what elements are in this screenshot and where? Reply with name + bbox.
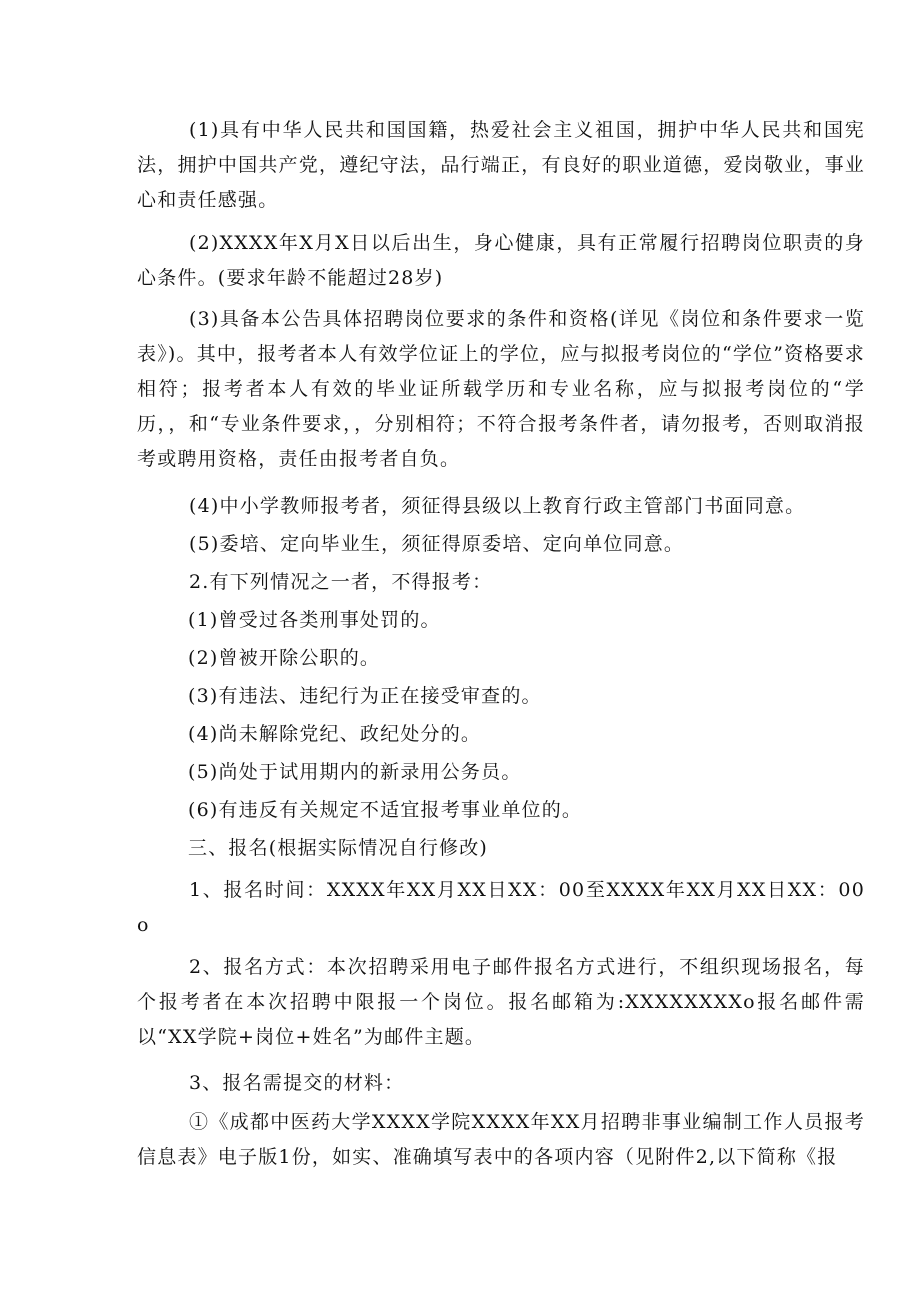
registration-method: 2、报名方式：本次招聘采用电子邮件报名方式进行，不组织现场报名，每个报考者在本次招聘中限报一个岗位。报名邮箱为:XXXXXXXXo报名邮件需以“XX学院+岗位+姓名”为邮件主题。 [137,956,865,1048]
requirement-5-trainees: (5)委培、定向毕业生，须征得原委培、定向单位同意。 [189,533,685,555]
requirement-3-qualifications: (3)具备本公告具体招聘岗位要求的条件和资格(详见《岗位和条件要求一览表》)。其中，报考者本人有效学位证上的学位，应与拟报考岗位的“学位”资格要求相符；报考者本人有效的毕业证所载学历和专业名称，应与拟报考岗位的“学历，，和“专业条件要求，，分别相符；不符合报考条件者，请勿报考，否则取消报考或聘用资格，责任由报考者自负。 [137,308,865,470]
exclusion-3: (3)有违法、违纪行为正在接受审查的。 [188,685,542,707]
exclusion-4: (4)尚未解除党纪、政纪处分的。 [188,723,482,745]
requirement-1-nationality: (1)具有中华人民共和国国籍，热爱社会主义祖国，拥护中华人民共和国宪法，拥护中国共产党，遵纪守法，品行端正，有良好的职业道德，爱岗敬业，事业心和责任感强。 [137,119,865,211]
exclusions-heading: 2.有下列情况之一者，不得报考： [189,571,493,593]
requirement-4-teachers: (4)中小学教师报考者，须征得县级以上教育行政主管部门书面同意。 [189,495,806,517]
exclusion-2: (2)曾被开除公职的。 [188,647,381,669]
registration-materials-heading: 3、报名需提交的材料： [189,1072,405,1094]
exclusion-1: (1)曾受过各类刑事处罚的。 [188,609,441,631]
material-1-info-form: ①《成都中医药大学XXXX学院XXXX年XX月招聘非事业编制工作人员报考信息表》电子版1份，如实、准确填写表中的各项内容（见附件2,以下简称《报 [137,1111,865,1168]
exclusion-6: (6)有违反有关规定不适宜报考事业单位的。 [188,799,583,821]
exclusion-5: (5)尚处于试用期内的新录用公务员。 [188,761,522,783]
requirement-2-age-health: (2)XXXX年X月X日以后出生，身心健康，具有正常履行招聘岗位职责的身心条件。(要求年龄不能超过28岁) [137,232,865,289]
registration-time: 1、报名时间：XXXX年XX月XX日XX：00至XXXX年XX月XX日XX：00o [137,879,865,936]
section-3-heading: 三、报名(根据实际情况自行修改) [188,837,489,859]
